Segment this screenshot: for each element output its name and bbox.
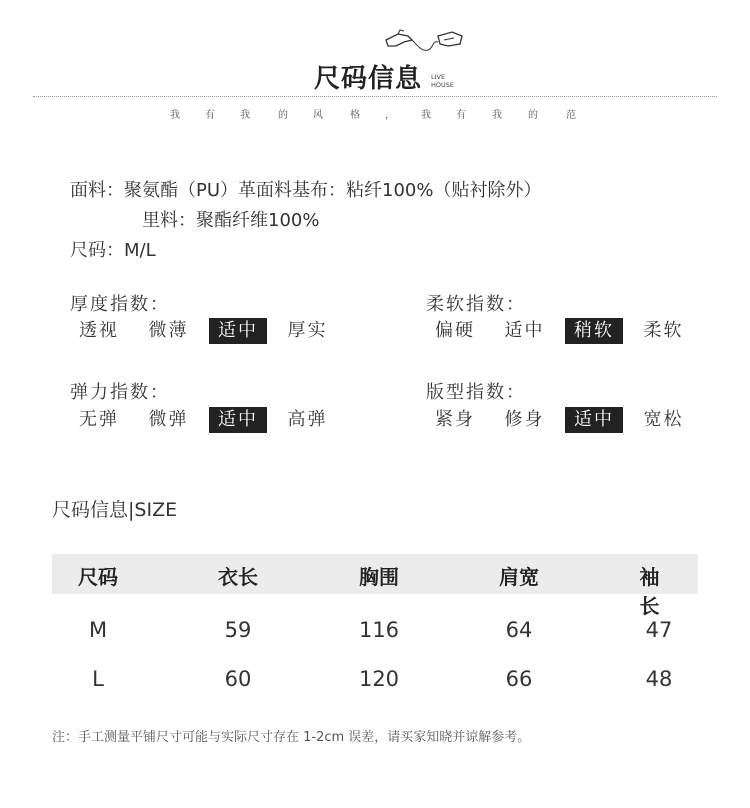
fabric-lining-row <box>142 206 319 232</box>
elasticity-option: 无弹 <box>79 409 119 430</box>
fit-option: 宽松 <box>643 409 684 430</box>
slogan-char: 我 <box>492 110 502 121</box>
thickness-option: 厚实 <box>287 320 328 341</box>
slogan-char: 我 <box>240 110 250 121</box>
table-header-cell: 胸围 <box>359 565 399 589</box>
fabric-face-value: 聚氨酯（PU）革面料基布：粘纤100%（贴衬除外） <box>124 180 542 201</box>
table-cell: 64 <box>505 618 533 642</box>
table-header-cell: 袖长 <box>639 565 660 618</box>
slogan-char: 的 <box>278 110 288 121</box>
brand-line-1: LIVE <box>431 73 446 81</box>
softness-option: 适中 <box>504 320 545 341</box>
softness-option: 柔软 <box>643 320 684 341</box>
slogan-char: 有 <box>205 110 215 121</box>
slogan-char: 我 <box>421 110 431 121</box>
slogan-char: 风 <box>313 110 323 121</box>
table-cell: 60 <box>224 667 252 691</box>
measurement-note: 注：手工测量平铺尺寸可能与实际尺寸存在 1-2cm 误差，请买家知晓并谅解参考。 <box>52 730 531 745</box>
fabric-size-label: 尺码： <box>70 240 124 261</box>
slogan-char: 的 <box>528 110 538 121</box>
slogan-char: 我 <box>170 110 180 121</box>
size-table-header <box>52 554 698 618</box>
table-cell: M <box>88 618 108 642</box>
dotted-divider <box>33 96 717 97</box>
elasticity-option: 微弹 <box>148 409 189 430</box>
slogan-char: 格 <box>350 110 360 121</box>
fabric-lining-label: 里料： <box>142 210 196 231</box>
elasticity-option-selected: 适中 <box>209 407 267 433</box>
fabric-size-value: M/L <box>124 240 156 261</box>
elasticity-option: 高弹 <box>287 409 328 430</box>
table-cell: 116 <box>358 618 400 642</box>
thickness-option: 微薄 <box>148 320 189 341</box>
size-section-title: 尺码信息|SIZE <box>52 499 178 521</box>
fit-option: 紧身 <box>435 409 475 430</box>
brand-line-2: HOUSE <box>431 81 454 89</box>
table-cell: 66 <box>505 667 533 691</box>
table-header-cell: 衣长 <box>218 565 258 589</box>
fit-option-selected: 适中 <box>565 407 623 433</box>
thickness-index-title: 厚度指数： <box>70 294 170 315</box>
fit-index-title: 版型指数： <box>426 382 526 403</box>
fit-option: 修身 <box>504 409 545 430</box>
table-cell: 48 <box>645 667 673 691</box>
fabric-size-row <box>70 236 156 262</box>
slogan-char: 有 <box>456 110 466 121</box>
slogan-char: 范 <box>566 110 576 121</box>
softness-option-selected: 稍软 <box>565 318 623 344</box>
hands-logo-icon <box>382 26 466 60</box>
softness-option: 偏硬 <box>435 320 475 341</box>
table-header-cell: 肩宽 <box>499 565 539 589</box>
table-cell: 59 <box>224 618 252 642</box>
fabric-lining-value: 聚酯纤维100% <box>196 210 320 231</box>
elasticity-index-title: 弹力指数： <box>70 382 170 403</box>
page-title: 尺码信息 <box>314 64 423 94</box>
thickness-option: 透视 <box>79 320 119 341</box>
fabric-face-label: 面料： <box>70 180 124 201</box>
thickness-option-selected: 适中 <box>209 318 267 344</box>
table-cell: L <box>92 667 104 691</box>
brand-label <box>431 73 454 89</box>
table-cell: 120 <box>358 667 400 691</box>
table-cell: 47 <box>645 618 673 642</box>
fabric-face-row <box>70 176 542 202</box>
slogan-char: ， <box>385 110 395 121</box>
softness-index-title: 柔软指数： <box>426 294 526 315</box>
table-header-cell: 尺码 <box>78 565 118 589</box>
